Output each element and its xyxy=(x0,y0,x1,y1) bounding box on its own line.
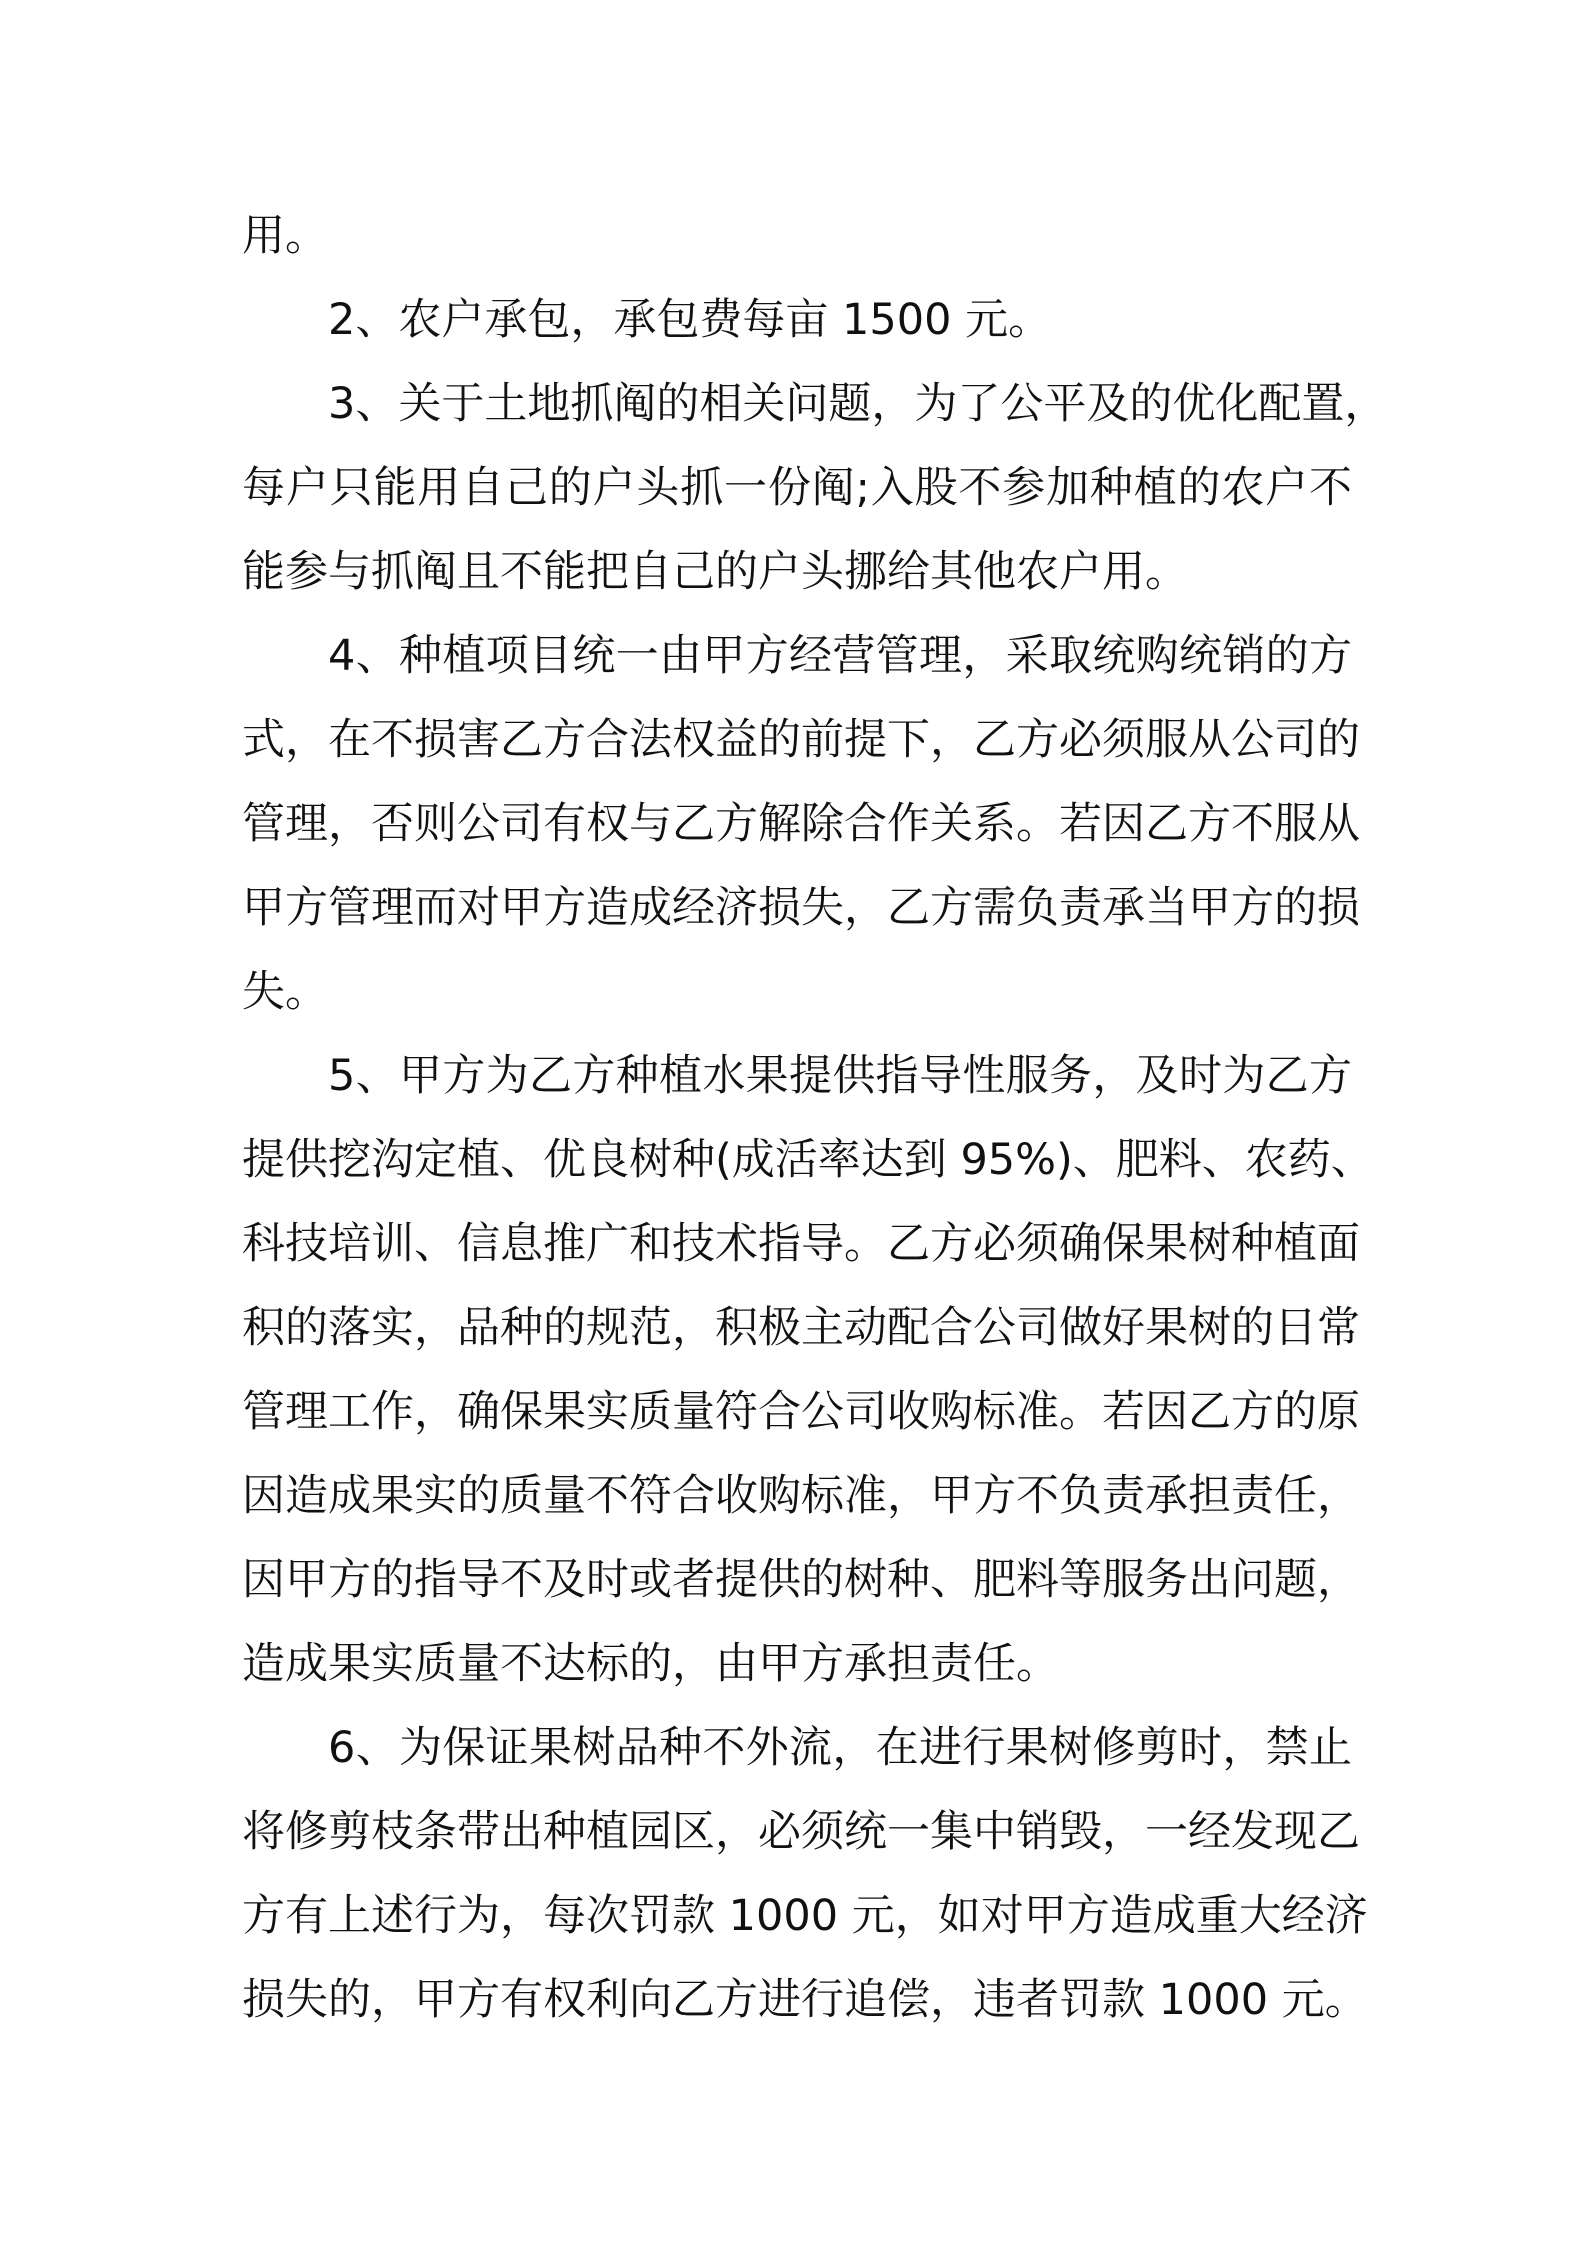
text-line: 将修剪枝条带出种植园区，必须统一集中销毁，一经发现乙 xyxy=(242,1807,1360,1857)
text-line: 提供挖沟定植、优良树种(成活率达到 95%)、肥料、农药、 xyxy=(242,1135,1374,1185)
text-line: 2、农户承包，承包费每亩 1500 元。 xyxy=(328,295,1052,345)
text-line: 5、甲方为乙方种植水果提供指导性服务，及时为乙方 xyxy=(328,1051,1352,1101)
text-line: 3、关于土地抓阄的相关问题，为了公平及的优化配置， xyxy=(328,379,1388,429)
document-body xyxy=(242,194,1388,2042)
text-line: 损失的，甲方有权利向乙方进行追偿，违者罚款 1000 元。 xyxy=(242,1975,1368,2025)
text-line: 4、种植项目统一由甲方经营管理，采取统购统销的方 xyxy=(328,631,1352,681)
text-line: 管理工作，确保果实质量符合公司收购标准。若因乙方的原 xyxy=(242,1387,1360,1437)
text-line: 积的落实，品种的规范，积极主动配合公司做好果树的日常 xyxy=(242,1303,1360,1353)
text-line: 6、为保证果树品种不外流，在进行果树修剪时，禁止 xyxy=(328,1723,1352,1773)
text-line: 用。 xyxy=(242,211,328,261)
text-line: 因造成果实的质量不符合收购标准，甲方不负责承担责任， xyxy=(242,1471,1360,1521)
text-line: 科技培训、信息推广和技术指导。乙方必须确保果树种植面 xyxy=(242,1219,1360,1269)
text-line: 甲方管理而对甲方造成经济损失，乙方需负责承当甲方的损 xyxy=(242,883,1360,933)
text-line: 失。 xyxy=(242,967,328,1017)
text-line: 式，在不损害乙方合法权益的前提下，乙方必须服从公司的 xyxy=(242,715,1360,765)
text-line: 方有上述行为，每次罚款 1000 元，如对甲方造成重大经济 xyxy=(242,1891,1368,1941)
text-line: 能参与抓阄且不能把自己的户头挪给其他农户用。 xyxy=(242,547,1188,597)
text-line: 每户只能用自己的户头抓一份阄;入股不参加种植的农户不 xyxy=(242,463,1352,513)
text-line: 管理，否则公司有权与乙方解除合作关系。若因乙方不服从 xyxy=(242,799,1360,849)
text-line: 造成果实质量不达标的，由甲方承担责任。 xyxy=(242,1639,1059,1689)
text-line: 因甲方的指导不及时或者提供的树种、肥料等服务出问题， xyxy=(242,1555,1360,1605)
